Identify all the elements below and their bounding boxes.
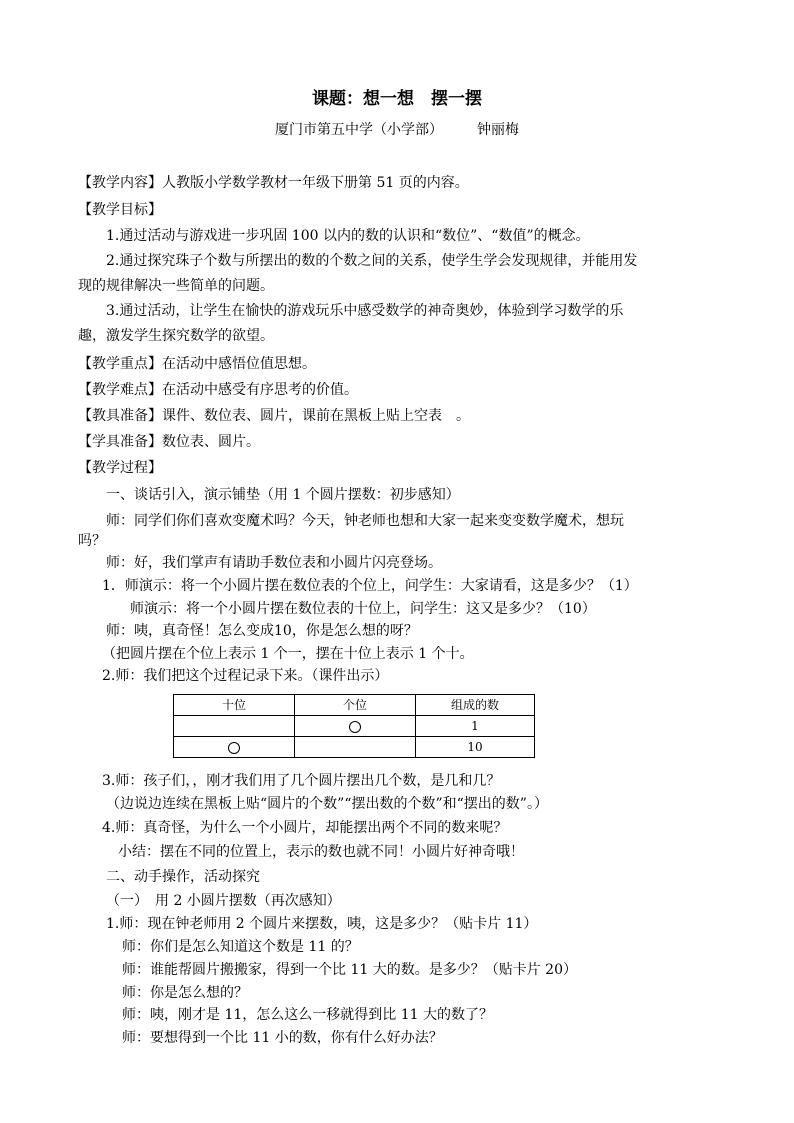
difficulty-text: 在活动中感受有序思考的价值。: [162, 382, 358, 398]
teacher-tools-text: 课件、数位表、圆片，课前在黑板上贴上空表 。: [162, 408, 470, 424]
goals-label: 【教学目标】: [78, 202, 162, 218]
process-label: 【教学过程】: [78, 460, 162, 476]
circle-disc-icon: [228, 742, 240, 754]
key-point-text: 在活动中感悟位值思想。: [162, 356, 316, 372]
s1-line-7: 2.师：我们把这个过程记录下来。（课件出示）: [102, 668, 389, 684]
lesson-title: 课题：想一想 摆一摆: [312, 89, 482, 109]
cell-ones-empty: [295, 737, 416, 758]
cell-tens-circle: [174, 737, 295, 758]
s2-line-1: 1.师：现在钟老师用 2 个圆片来摆数，咦，这是多少？（贴卡片 11）: [106, 916, 538, 932]
content-line: [78, 174, 469, 192]
section-1-heading: 一、谈话引入，演示铺垫（用 1 个圆片摆数：初步感知）: [106, 487, 460, 503]
header-number: 组成的数: [416, 695, 535, 716]
goal-1: 1.通过活动与游戏进一步巩固 100 以内的数的认识和“数位”、“数值”的概念。: [106, 228, 590, 244]
s1-line-5: 师：咦，真奇怪！怎么变成10，你是怎么想的呀？: [106, 623, 418, 639]
s2-line-4: 师：你是怎么想的？: [122, 985, 248, 1001]
circle-disc-icon: [349, 721, 361, 733]
s1-line-9: （边说边连续在黑板上贴“圆片的个数”“摆出数的个数”和“摆出的数”。）: [106, 796, 548, 812]
difficulty-label: 【教学难点】: [78, 382, 162, 398]
key-point-line: [78, 355, 316, 373]
cell-number: 10: [416, 737, 535, 758]
goal-2-line-2: 现的规律解决一些简单的问题。: [78, 278, 274, 294]
s2-line-5: 师：咦，刚才是 11，怎么这么一移就得到比 11 大的数了？: [122, 1007, 493, 1023]
content-text: 人教版小学数学教材一年级下册第 51 页的内容。: [162, 175, 469, 191]
teacher-tools-line: [78, 407, 470, 425]
author-line: [0, 121, 794, 139]
s1-line-6: （把圆片摆在个位上表示 1 个一，摆在十位上表示 1 个十。: [102, 646, 474, 662]
teacher-tools-label: 【教具准备】: [78, 408, 162, 424]
teacher-name: 钟丽梅: [477, 122, 519, 138]
goal-2-line-1: 2.通过探究珠子个数与所摆出的数的个数之间的关系，使学生学会发现规律，并能用发: [106, 253, 638, 269]
cell-number: 1: [416, 716, 535, 737]
s1-line-10: 4.师：真奇怪，为什么一个小圆片，却能摆出两个不同的数来呢？: [102, 820, 508, 836]
s1-line-1a: 师：同学们你们喜欢变魔术吗？今天，钟老师也想和大家一起来变变数学魔术，想玩: [106, 513, 624, 529]
header-tens: 十位: [174, 695, 295, 716]
place-value-table: [173, 694, 535, 758]
section-2-heading: 二、动手操作，活动探究: [106, 869, 260, 885]
s1-line-2: 师：好，我们掌声有请助手数位表和小圆片闪亮登场。: [106, 555, 442, 571]
cell-tens-empty: [174, 716, 295, 737]
goal-3-line-1: 3.通过活动，让学生在愉快的游戏玩乐中感受数学的神奇奥妙，体验到学习数学的乐: [106, 303, 624, 319]
student-tools-line: [78, 433, 260, 451]
s1-line-3: 1．师演示：将一个小圆片摆在数位表的个位上，问学生：大家请看，这是多少？（1）: [102, 578, 638, 594]
cell-ones-circle: [295, 716, 416, 737]
s1-line-1b: 吗？: [78, 533, 106, 549]
header-ones: 个位: [295, 695, 416, 716]
school-name: 厦门市第五中学（小学部）: [275, 122, 443, 138]
s2-line-2: 师：你们是怎么知道这个数是 11 的？: [122, 939, 359, 955]
table-header-row: [174, 695, 535, 716]
goal-3-line-2: 趣，激发学生探究数学的欲望。: [78, 328, 274, 344]
content-label: 【教学内容】: [78, 175, 162, 191]
s1-line-8: 3.师：孩子们，，刚才我们用了几个圆片摆出几个数，是几和几？: [102, 773, 501, 789]
section-2-sub: （一） 用 2 小圆片摆数（再次感知）: [106, 893, 341, 909]
student-tools-text: 数位表、圆片。: [162, 434, 260, 450]
table-row: [174, 716, 535, 737]
s2-line-6: 师：要想得到一个比 11 小的数，你有什么好办法？: [122, 1030, 443, 1046]
key-point-label: 【教学重点】: [78, 356, 162, 372]
s2-line-3: 师：谁能帮圆片搬搬家，得到一个比 11 大的数。是多少？（贴卡片 20）: [122, 962, 577, 978]
s1-summary: 小结：摆在不同的位置上，表示的数也就不同！小圆片好神奇哦！: [118, 844, 524, 860]
difficulty-line: [78, 381, 358, 399]
s1-line-4: 师演示：将一个小圆片摆在数位表的十位上，问学生：这又是多少？（10）: [130, 601, 596, 617]
table-row: [174, 737, 535, 758]
student-tools-label: 【学具准备】: [78, 434, 162, 450]
